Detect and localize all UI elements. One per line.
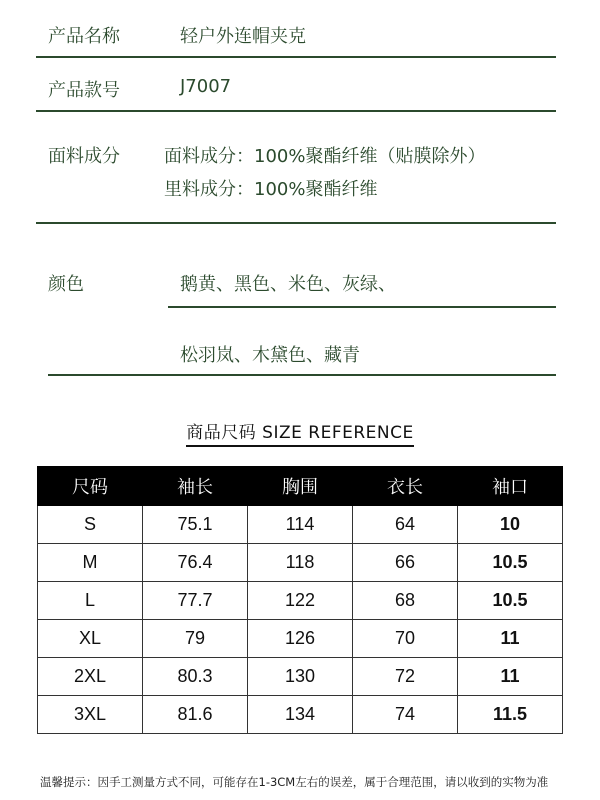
cell-chest: 130 [248,658,353,696]
color-label: 颜色 [48,274,84,295]
header-length: 衣长 [353,467,458,506]
cell-sleeve: 77.7 [143,582,248,620]
header-chest: 胸围 [248,467,353,506]
cell-size: S [38,506,143,544]
fabric-line-lining: 里料成分：100%聚酯纤维 [164,179,378,200]
size-reference-title: 商品尺码 SIZE REFERENCE [186,423,414,443]
cell-sleeve: 75.1 [143,506,248,544]
table-row [38,506,563,544]
cell-size: XL [38,620,143,658]
table-row [38,696,563,734]
header-sleeve-length: 袖长 [143,467,248,506]
product-name-value: 轻户外连帽夹克 [180,26,306,47]
cell-chest: 122 [248,582,353,620]
divider [36,56,556,58]
cell-length: 74 [353,696,458,734]
cell-length: 68 [353,582,458,620]
cell-length: 70 [353,620,458,658]
cell-sleeve: 76.4 [143,544,248,582]
divider [36,222,556,224]
cell-length: 72 [353,658,458,696]
table-row [38,582,563,620]
cell-cuff: 11 [458,620,563,658]
fabric-line-outer: 面料成分：100%聚酯纤维（贴膜除外） [164,146,486,167]
table-row [38,620,563,658]
divider [168,306,556,308]
size-table [37,466,563,734]
title-underline [186,445,414,447]
cell-length: 66 [353,544,458,582]
fabric-label: 面料成分 [48,146,120,167]
color-line-2: 松羽岚、木黛色、藏青 [180,345,360,366]
cell-chest: 114 [248,506,353,544]
color-line-1: 鹅黄、黑色、米色、灰绿、 [180,274,396,295]
size-table-header [38,467,563,506]
product-model-label: 产品款号 [48,80,120,101]
header-size: 尺码 [38,467,143,506]
cell-sleeve: 79 [143,620,248,658]
cell-size: L [38,582,143,620]
table-row [38,658,563,696]
product-name-label: 产品名称 [48,26,120,47]
product-model-value: J7007 [180,76,232,97]
cell-cuff: 10.5 [458,544,563,582]
cell-chest: 118 [248,544,353,582]
header-cuff: 袖口 [458,467,563,506]
cell-cuff: 11.5 [458,696,563,734]
cell-sleeve: 81.6 [143,696,248,734]
cell-sleeve: 80.3 [143,658,248,696]
cell-chest: 126 [248,620,353,658]
cell-size: 2XL [38,658,143,696]
table-row [38,544,563,582]
divider [48,374,556,376]
cell-length: 64 [353,506,458,544]
measurement-note: 温馨提示：因手工测量方式不同，可能存在1-3CM左右的误差，属于合理范围，请以收到的实物为准 [40,775,549,789]
divider [36,110,556,112]
cell-chest: 134 [248,696,353,734]
cell-size: 3XL [38,696,143,734]
cell-cuff: 10.5 [458,582,563,620]
cell-cuff: 10 [458,506,563,544]
cell-size: M [38,544,143,582]
cell-cuff: 11 [458,658,563,696]
